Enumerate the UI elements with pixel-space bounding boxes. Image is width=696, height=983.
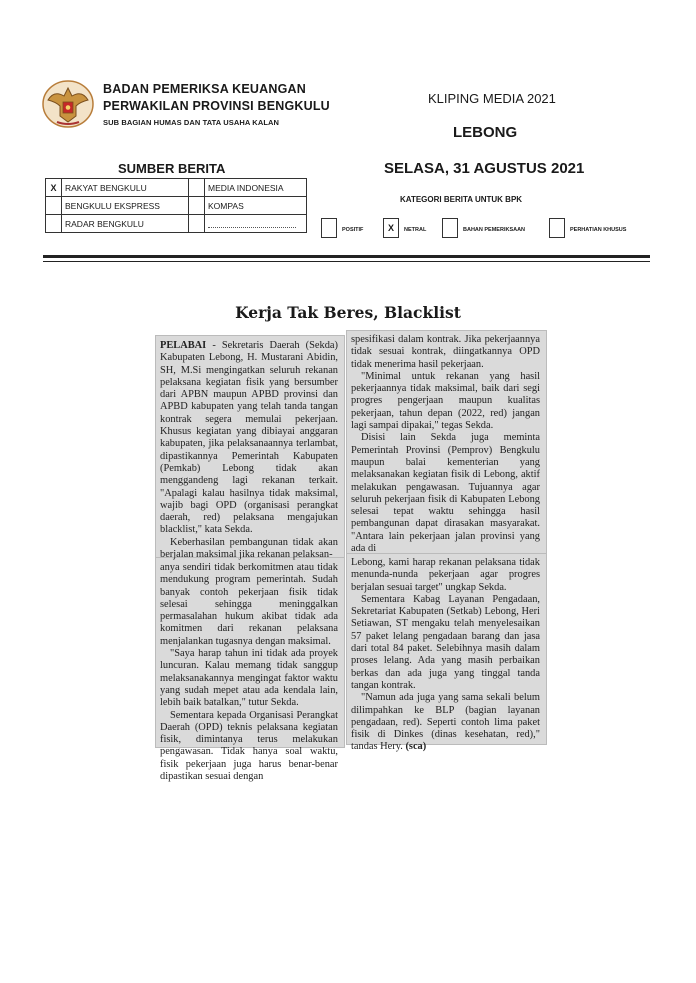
article-paragraph: anya sendiri tidak berkomitmen atau tidak mendukung program pemerintah. Sudah banyak contoh pekerjaan fisik tidak selesai sehingga meninggalkan permasalahan hukum akibat tidak ada komitmen dari rekanan pelaksana menjalankan tugasnya dengan maksimal. [160, 562, 338, 647]
dateline: PELABAI [160, 340, 207, 351]
sumber-source: MEDIA INDONESIA [205, 179, 307, 197]
sumber-source: RAKYAT BENGKULU [62, 179, 189, 197]
sumber-berita-title: SUMBER BERITA [118, 161, 226, 176]
org-name: BADAN PEMERIKSA KEUANGAN [103, 82, 306, 96]
kategori-label-netral: NETRAL [404, 227, 427, 233]
sumber-mark-empty [189, 197, 205, 215]
article-paragraph: spesifikasi dalam kontrak. Jika pekerjaannya tidak sesuai kontrak, diingatkannya OPD tidak menerima hasil pekerjaan. [351, 334, 540, 370]
sumber-berita-table [45, 178, 307, 233]
article-paragraph: Disisi lain Sekda juga meminta Pemerintah Provinsi (Pemprov) Bengkulu maupun balai kementerian yang melaksanakan kegiatan fisik di Lebong, aktif melakukan pengawasan. Tujuannya agar seluruh pekerjaan fisik di Kabupaten Lebong selesai tepat waktu sehingga hasil pembangunan dapat dirasakan masyarakat. "Antara lain pekerjaan jalan provinsi yang ada di [351, 432, 540, 555]
sumber-mark [46, 197, 62, 215]
article-paragraph: Sementara Kabag Layanan Pengadaan, Sekretariat Kabupaten (Setkab) Lebong, Heri Setiawan, ST mengaku telah menyelesaikan 57 paket lelang pengadaan barang dan jasa dari total 84 paket. Selebihnya masih dalam proses lelang. Ada yang masih perbaikan berkas dan ada juga yang tinggal tanda tangan kontrak. [351, 593, 540, 691]
sumber-source: RADAR BENGKULU [62, 215, 189, 233]
sumber-row [46, 215, 307, 233]
kategori-checkbox-netral: X [383, 218, 399, 238]
sumber-mark: X [46, 179, 62, 197]
article-paragraph: "Namun ada juga yang sama sekali belum dilimpahkan ke BLP (bagian layanan pengadaan, red). Seperti contoh lima paket fisik di Dinkes (dinas kesehatan, red)," tandas Hery. (sca) [351, 692, 540, 753]
article-paragraph: Lebong, kami harap rekanan pelaksana tidak menunda-nunda pekerjaan agar progres berjalan sesuai target" ungkap Sekda. [351, 557, 540, 593]
article-paragraph: Keberhasilan pembangunan tidak akan berjalan maksimal jika rekanan pelaksan- [160, 536, 338, 561]
sumber-source: BENGKULU EKSPRESS [62, 197, 189, 215]
author-initials: (sca) [405, 741, 427, 753]
publication-date: SELASA, 31 AGUSTUS 2021 [384, 160, 585, 177]
region-title: LEBONG [453, 124, 518, 141]
kategori-checkbox-positif [321, 218, 337, 238]
garuda-emblem-icon [40, 78, 96, 130]
sumber-mark-empty [189, 215, 205, 233]
kategori-label-perhatian: PERHATIAN KHUSUS [570, 227, 627, 233]
kategori-label-positif: POSITIF [342, 227, 364, 233]
kategori-checkbox-perhatian [549, 218, 565, 238]
kategori-label-bahan: BAHAN PEMERIKSAAN [463, 227, 526, 233]
article-column-4 [351, 557, 540, 754]
sumber-row [46, 179, 307, 197]
article-column-1 [160, 340, 338, 561]
sumber-other-blank [205, 215, 307, 233]
article-paragraph: "Saya harap tahun ini tidak ada proyek luncuran. Kalau memang tidak sanggup melaksanakannya mengingat faktor waktu yang sudah mepet atau ada kendala lain, lebih baik batalkan," tutur Sekda. [160, 648, 338, 709]
sumber-mark [46, 215, 62, 233]
article-paragraph: PELABAI - Sekretaris Daerah (Sekda) Kabupaten Lebong, H. Mustarani Abidin, SH, M.Si mengingatkan seluruh rekanan pelaksana kegiatan fisik yang bersumber dari APBN maupun APBD provinsi dan APBD kabupaten yang telah tanda tangan kontrak segera memulai pekerjaan. Khusus kegiatan yang dibiayai anggaran kabupaten, jika pelaksanaannya terlambat, dipastikannya Pemerintah Kabupaten (Pemkab) Lebong tidak akan menggandeng lagi rekanan terkait. "Apalagi kalau hasilnya tidak maksimal, wajib bagi OPD (organisasi perangkat daerah, red) pelaksana mengajukan blacklist," kata Sekda. [160, 340, 338, 536]
article-paragraph: "Minimal untuk rekanan yang hasil pekerjaannya tidak maksimal, baik dari segi progres pengerjaan maupun kualitas pekerjaan, tahun depan (2022, red) jangan lagi sampai dipakai," tegas Sekda. [351, 370, 540, 432]
org-subdivision: SUB BAGIAN HUMAS DAN TATA USAHA KALAN [103, 118, 280, 127]
article-column-3 [351, 334, 540, 555]
sumber-mark-empty [189, 179, 205, 197]
kategori-title: KATEGORI BERITA UNTUK BPK [400, 195, 523, 204]
article-paragraph: Sementara kepada Organisasi Perangkat Daerah (OPD) teknis pelaksana kegiatan fisik, dimintanya terus melakukan pengawasan. Tidak hanya soal waktu, fisik pekerjaan juga harus benar-benar dipastikan sesuai dengan [160, 709, 338, 783]
article-headline: Kerja Tak Beres, Blacklist [235, 303, 461, 322]
kategori-checkbox-bahan [442, 218, 458, 238]
sumber-source: KOMPAS [205, 197, 307, 215]
divider-rule [43, 261, 650, 262]
divider-rule [43, 255, 650, 258]
article-column-2 [160, 562, 338, 783]
org-branch: PERWAKILAN PROVINSI BENGKULU [103, 99, 330, 113]
kliping-title: KLIPING MEDIA 2021 [428, 91, 556, 106]
sumber-row [46, 197, 307, 215]
